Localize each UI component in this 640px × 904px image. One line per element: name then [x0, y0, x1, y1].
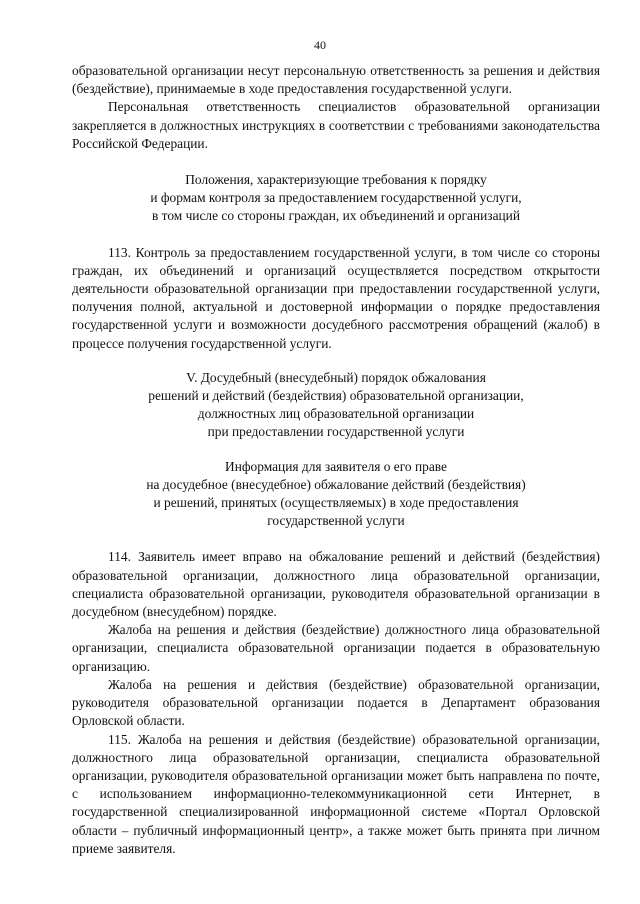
- heading-line: и формам контроля за предоставлением государственной услуги,: [150, 190, 522, 206]
- paragraph-115: 115. Жалоба на решения и действия (бездействие) образовательной организации, должностного лица образовательной организации, специалиста образовательной организации, руководителя образовательной организации может быть направлена по почте, с использованием информационно-телекоммуникационной сети Интернет, в государственной специализированной информационной системе «Портал Орловской области – публичный информационный центр», а также может быть принята при личном приеме заявителя.: [72, 731, 600, 856]
- paragraph-114-complaint-official: Жалоба на решения и действия (бездействие) должностного лица образовательной организации, специалиста образовательной организации подается в образовательную организацию.: [72, 622, 600, 674]
- paragraph-114-complaint-organization: Жалоба на решения и действия (бездействие) образовательной организации, руководителя образовательной организации подается в Департамент образования Орловской области.: [72, 676, 600, 729]
- heading-line: решений и действий (бездействия) образовательной организации,: [148, 388, 524, 404]
- heading-line: должностных лиц образовательной организации: [197, 406, 475, 422]
- paragraph-personal-responsibility: Персональная ответственность специалистов образовательной организации закрепляется в должностных инструкциях в соответствии с требованиями законодательства Российской Федерации.: [72, 99, 600, 151]
- heading-line: при предоставлении государственной услуги: [207, 424, 465, 440]
- heading-line: Информация для заявителя о его праве: [225, 458, 447, 474]
- heading-line: государственной услуги: [267, 513, 405, 529]
- paragraph-113: 113. Контроль за предоставлением государственной услуги, в том числе со стороны граждан, их объединений и организаций осуществляется посредством открытости деятельности образовательной организации при предоставлении государственной услуги, получения полной, актуальной и достоверной информации о порядке предоставления государственной услуги и возможности досудебного рассмотрения обращений (жалоб) в процессе получения государственной услуги.: [72, 244, 600, 351]
- heading-line: V. Досудебный (внесудебный) порядок обжалования: [186, 369, 486, 385]
- section-heading-control: [72, 171, 600, 226]
- paragraph-continued: образовательной организации несут персональную ответственность за решения и действия (бездействие), принимаемые в ходе предоставления государственной услуги.: [72, 63, 600, 97]
- paragraph-114: 114. Заявитель имеет вправо на обжалование решений и действий (бездействия) образовательной организации, должностного лица образовательной организации, специалиста образовательной организации, руководителя образовательной организации в досудебном (внесудебном) порядке.: [72, 549, 600, 620]
- section-heading-appeal: [72, 369, 600, 442]
- heading-line: Положения, характеризующие требования к порядку: [185, 172, 487, 188]
- heading-line: на досудебное (внесудебное) обжалование действий (бездействия): [146, 476, 526, 492]
- section-heading-information: [72, 458, 600, 531]
- heading-line: и решений, принятых (осуществляемых) в ходе предоставления: [153, 495, 519, 511]
- document-body: [72, 62, 600, 858]
- page-number: 40: [314, 38, 326, 52]
- heading-line: в том числе со стороны граждан, их объединений и организаций: [151, 208, 521, 224]
